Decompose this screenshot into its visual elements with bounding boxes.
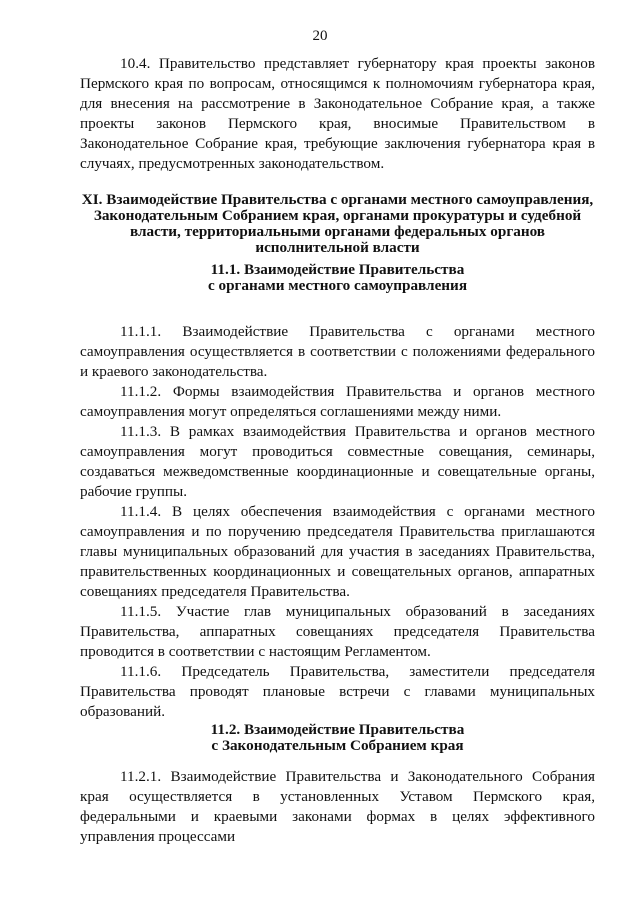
subsection-11-1-title-line-1: 11.1. Взаимодействие Правительства <box>210 261 465 278</box>
section-11-heading <box>80 192 595 256</box>
paragraph-11-1-6: 11.1.6. Председатель Правительства, заместители председателя Правительства проводят плановые встречи с главами муниципальных образований. <box>80 663 595 720</box>
paragraph-11-1-4: 11.1.4. В целях обеспечения взаимодействия с органами местного самоуправления и по поручению председателя Правительства приглашаются главы муниципальных образований для участия в заседаниях Правительства, правительственных координационных и совещательных органов, аппаратных совещаниях председателя Правительства. <box>80 503 595 600</box>
page-number: 20 <box>312 28 328 44</box>
section-11-title-line-4: исполнительной власти <box>255 239 420 256</box>
paragraph-11-1-5: 11.1.5. Участие глав муниципальных образований в заседаниях Правительства, аппаратных совещаниях председателя Правительства проводится в соответствии с настоящим Регламентом. <box>80 603 595 660</box>
subsection-11-2-heading <box>80 722 595 754</box>
paragraph-10-4: 10.4. Правительство представляет губернатору края проекты законов Пермского края по вопросам, относящимся к полномочиям губернатора края, для внесения на рассмотрение в Законодательное Собрание края, а также проекты законов Пермского края, вносимые Правительством в Законодательное Собрание края, требующие заключения губернатора края в случаях, предусмотренных законодательством. <box>80 55 595 172</box>
paragraph-11-1-1: 11.1.1. Взаимодействие Правительства с органами местного самоуправления осуществляется в соответствии с положениями федерального и краевого законодательства. <box>80 323 595 380</box>
paragraph-11-2-1: 11.2.1. Взаимодействие Правительства и Законодательного Собрания края осуществляется в установленных Уставом Пермского края, федеральными и краевыми законами формах в целях эффективного управления процессами <box>80 768 595 845</box>
paragraph-11-1-2: 11.1.2. Формы взаимодействия Правительства и органов местного самоуправления могут определяться соглашениями между ними. <box>80 383 595 420</box>
section-11-title-line-1: XI. Взаимодействие Правительства с органами местного самоуправления, <box>81 191 594 208</box>
section-10-block <box>80 54 595 174</box>
subsection-11-1-body <box>80 322 595 722</box>
section-11-title-line-2: Законодательным Собранием края, органами прокуратуры и судебной <box>93 207 582 224</box>
subsection-11-2-body <box>80 767 595 847</box>
subsection-11-2-title-line-1: 11.2. Взаимодействие Правительства <box>210 721 465 738</box>
paragraph-11-1-3: 11.1.3. В рамках взаимодействия Правительства и органов местного самоуправления могут проводиться совместные совещания, семинары, создаваться межведомственные координационные и совещательные органы, рабочие группы. <box>80 423 595 500</box>
section-11-title-line-3: власти, территориальными органами федеральных органов <box>129 223 545 240</box>
subsection-11-2-title-line-2: с Законодательным Собранием края <box>211 737 464 754</box>
subsection-11-1-heading <box>80 262 595 294</box>
subsection-11-1-title-line-2: с органами местного самоуправления <box>207 277 468 294</box>
